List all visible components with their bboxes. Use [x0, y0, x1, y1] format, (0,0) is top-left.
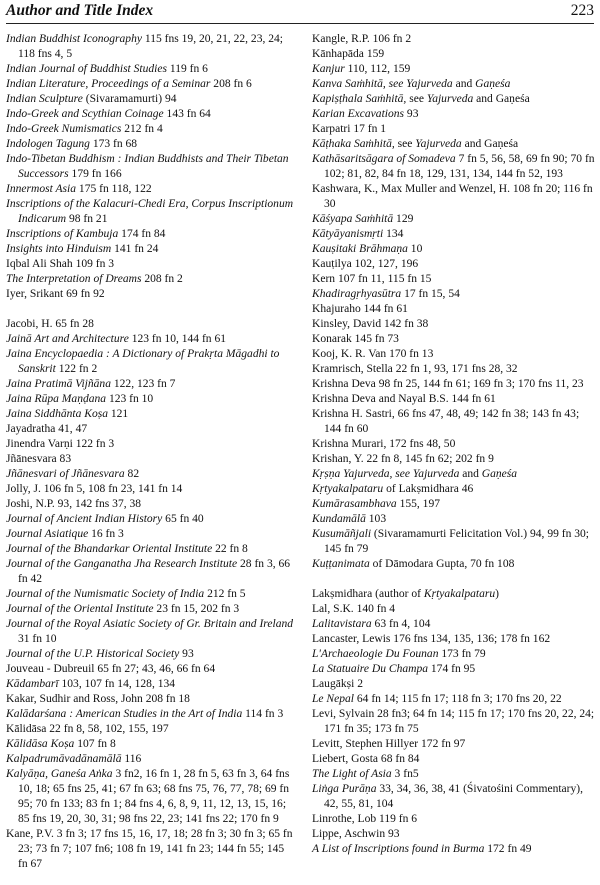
entry-text: of Lakṣmidhara 46 — [383, 483, 474, 495]
entry-title-text: Kāśyapa Saṁhitā — [312, 213, 394, 225]
index-entry — [312, 452, 598, 467]
entry-title-text: Journal of the Numismatic Society of India — [6, 588, 205, 600]
entry-text: Khajuraho 144 fn 61 — [312, 303, 408, 315]
index-entry — [312, 212, 598, 227]
index-entry — [312, 752, 598, 767]
index-entry — [312, 62, 598, 77]
index-entry — [6, 392, 296, 407]
index-entry — [6, 287, 296, 302]
entry-title-text: Indian Sculpture — [6, 93, 83, 105]
entry-title-text: Kathāsaritsāgara of Somadeva — [312, 153, 456, 165]
index-entry — [6, 62, 296, 77]
entry-text: Jinendra Varṇi 122 fn 3 — [6, 438, 115, 450]
index-entry — [312, 287, 598, 302]
entry-title-text: The Interpretation of Dreams — [6, 273, 142, 285]
index-entry — [6, 152, 296, 182]
header-rule — [6, 23, 594, 24]
entry-title-text: Indian Buddhist Iconography — [6, 33, 142, 45]
entry-title-text: Kapiṣṭhala Saṁhitā, — [312, 93, 407, 105]
entry-text: 65 fn 40 — [162, 513, 204, 525]
entry-text: and — [452, 78, 476, 90]
entry-text: Iqbal Ali Shah 109 fn 3 — [6, 258, 115, 270]
index-entry — [312, 557, 598, 572]
index-entry — [312, 767, 598, 782]
entry-title-text: Gaṇeśa — [481, 468, 518, 480]
index-entry — [6, 737, 296, 752]
entry-text: 63 fn 4, 104 — [371, 618, 431, 630]
entry-text: Levi, Sylvain 28 fn3; 64 fn 14; 115 fn 17; 170 fns 20, 22, 24; 171 fn 35; 173 fn 75 — [312, 708, 595, 735]
entry-text: Jouveau - Dubreuil 65 fn 27; 43, 46, 66 fn 64 — [6, 663, 216, 675]
index-entry — [312, 77, 598, 92]
index-entry — [312, 242, 598, 257]
entry-title-text: Lalitavistara — [312, 618, 372, 630]
index-entry — [6, 227, 296, 242]
entry-title-text: Kṛtyakalpataru — [423, 588, 496, 600]
entry-text: Linrothe, Lob 119 fn 6 — [312, 813, 418, 825]
index-entry — [312, 332, 598, 347]
index-entry — [6, 272, 296, 287]
entry-title-text: Khadiragṛhyasūtra — [312, 288, 402, 300]
index-entry — [312, 677, 598, 692]
index-entry — [6, 827, 296, 872]
entry-text: Kauṭilya 102, 127, 196 — [312, 258, 419, 270]
index-entry — [6, 77, 296, 92]
entry-text: Lakṣmidhara (author of — [312, 588, 424, 600]
index-entry — [312, 182, 598, 212]
index-entry — [312, 527, 598, 557]
entry-text: (Sivaramamurti Felicitation Vol.) 94, 99 fn 30; 145 fn 79 — [324, 528, 590, 555]
entry-title-text: A List of Inscriptions found in Burma — [312, 843, 485, 855]
entry-title-text: Kusumāñjali — [312, 528, 372, 540]
index-entry — [6, 242, 296, 257]
entry-text: 143 fn 64 — [163, 108, 211, 120]
entry-title-text: Journal of the Royal Asiatic Society of Gr. Britain and Ireland — [6, 618, 294, 630]
entry-text: 107 fn 8 — [74, 738, 116, 750]
entry-title-text: Kādambarī — [6, 678, 59, 690]
entry-text: 3 fn2, 16 fn 1, 28 fn 5, 63 fn 3, 64 fns 10, 18; 65 fns 25, 41; 67 fn 63; 68 fns 75, 76, 77, 78; 69 fn 95; 70 fn 133; 83 fn 1; 84 fns 4, 6, 8, 9, 11, 12, 13, 15, 16; 85 fns 19, 20, 30, 31; 98 fns 22, 23; 141 fns 22; 170 fn 9 — [18, 768, 290, 825]
entry-title-text: La Statuaire Du Champa — [312, 663, 429, 675]
index-entry — [6, 482, 296, 497]
entry-title-text: Yajurveda — [426, 93, 474, 105]
entry-title-text: Journal Asiatique — [6, 528, 89, 540]
entry-text: see — [406, 93, 427, 105]
index-entry — [312, 302, 598, 317]
entry-title-text: Inscriptions of the Kalacuri-Chedi Era, Corpus Inscriptionum Indicarum — [6, 198, 294, 225]
index-entry — [312, 107, 598, 122]
index-entry — [6, 107, 296, 122]
index-entry — [6, 677, 296, 692]
index-entry — [312, 497, 598, 512]
index-entry — [312, 437, 598, 452]
index-entry — [6, 707, 296, 722]
entry-title-text: Jaina Pratimā Vijñāna — [6, 378, 111, 390]
entry-title-text: Indo-Greek Numismatics — [6, 123, 122, 135]
index-entry — [6, 437, 296, 452]
entry-text: Kooj, K. R. Van 170 fn 13 — [312, 348, 434, 360]
page-number: 223 — [570, 2, 594, 19]
index-entry — [312, 137, 598, 152]
entry-text: 116 — [121, 753, 142, 765]
index-entry — [312, 482, 598, 497]
index-entry — [6, 452, 296, 467]
index-entry — [6, 137, 296, 152]
entry-text: 103, 107 fn 14, 128, 134 — [58, 678, 176, 690]
entry-text: 173 fn 79 — [438, 648, 486, 660]
entry-text: Levitt, Stephen Hillyer 172 fn 97 — [312, 738, 466, 750]
index-entry — [6, 617, 296, 647]
entry-text: 174 fn 84 — [118, 228, 166, 240]
entry-title-text: Gaṇeśa — [475, 78, 511, 90]
index-entry — [312, 392, 598, 407]
index-entry — [312, 662, 598, 677]
index-entry — [312, 407, 598, 437]
entry-title-text: Yajurveda — [415, 138, 462, 150]
entry-text: 3 fn5 — [391, 768, 419, 780]
index-entry — [6, 257, 296, 272]
entry-text: 129 — [393, 213, 414, 225]
entry-text: 119 fn 6 — [167, 63, 208, 75]
entry-text: Laugākṣi 2 — [312, 678, 363, 690]
page-header — [6, 2, 594, 24]
index-entry — [312, 842, 598, 857]
entry-text: 173 fn 68 — [89, 138, 138, 150]
entry-text: 28 fn 3, 66 fn 42 — [18, 558, 291, 585]
index-entry — [312, 827, 598, 842]
entry-title-text: Journal of Ancient Indian History — [6, 513, 163, 525]
entry-title-text: The Light of Asia — [312, 768, 392, 780]
entry-title-text: Kātyāyanismṛti — [312, 228, 384, 240]
entry-text: 10 — [407, 243, 423, 255]
entry-text: Jayadratha 41, 47 — [6, 423, 88, 435]
index-entry — [312, 227, 598, 242]
entry-title-text: Journal of the Oriental Institute — [6, 603, 154, 615]
letter-gap — [312, 572, 598, 587]
entry-text: 82 — [124, 468, 140, 480]
index-entry — [312, 737, 598, 752]
entry-text: Kakar, Sudhir and Ross, John 208 fn 18 — [6, 693, 190, 705]
index-entry — [312, 92, 598, 107]
entry-text: 31 fn 10 — [18, 633, 57, 645]
entry-title-text: L'Archaeologie Du Founan — [312, 648, 439, 660]
entry-text: Krishna Deva and Nayal B.S. 144 fn 61 — [312, 393, 496, 405]
entry-text: Joshi, N.P. 93, 142 fns 37, 38 — [6, 498, 142, 510]
entry-text: Kern 107 fn 11, 115 fn 15 — [312, 273, 432, 285]
entry-text: and Gaṇeśa — [461, 138, 519, 150]
index-entry — [312, 812, 598, 827]
entry-text: 121 — [108, 408, 129, 420]
entry-text: 208 fn 6 — [210, 78, 252, 90]
entry-text: of Dāmodara Gupta, 70 fn 108 — [369, 558, 515, 570]
index-entry — [6, 347, 296, 377]
index-entry — [312, 32, 598, 47]
entry-text: 172 fn 49 — [484, 843, 532, 855]
entry-text: 23 fn 15, 202 fn 3 — [153, 603, 240, 615]
index-entry — [6, 92, 296, 107]
index-entry — [6, 197, 296, 227]
entry-title-text: Kuṭṭanimata — [312, 558, 370, 570]
index-entry — [312, 647, 598, 662]
entry-text: Kinsley, David 142 fn 38 — [312, 318, 429, 330]
entry-title-text: Kundamālā — [312, 513, 366, 525]
entry-text: 114 fn 3 — [242, 708, 284, 720]
index-entry — [312, 707, 598, 737]
entry-title-text: Kanjur — [312, 63, 345, 75]
entry-title-text: Kauṣitaki Brāhmaṇa — [312, 243, 408, 255]
entry-title-text: Inscriptions of Kambuja — [6, 228, 119, 240]
index-entry — [6, 542, 296, 557]
entry-title-text: Insights into Hinduism — [6, 243, 112, 255]
index-entry — [312, 782, 598, 812]
entry-text: 175 fn 118, 122 — [76, 183, 152, 195]
index-entry — [6, 647, 296, 662]
index-entry — [312, 122, 598, 137]
entry-title-text: Kalādarśana : American Studies in the Art of India — [6, 708, 243, 720]
entry-text: and — [459, 468, 482, 480]
entry-text: 7 fn 5, 56, 58, 69 fn 90; 70 fn 102; 81, 82, 84 fn 18, 129, 131, 134, 144 fn 52, 193 — [324, 153, 595, 180]
entry-title-text: Kumārasambhava — [312, 498, 397, 510]
entry-text: 123 fn 10 — [106, 393, 154, 405]
right-index-column — [312, 32, 598, 857]
entry-text: 93 — [179, 648, 194, 660]
entry-text: 110, 112, 159 — [344, 63, 411, 75]
entry-text: 212 fn 5 — [204, 588, 246, 600]
entry-title-text: Indo-Greek and Scythian Coinage — [6, 108, 164, 120]
entry-title-text: Journal of the Bhandarkar Oriental Institute — [6, 543, 213, 555]
index-entry — [6, 407, 296, 422]
entry-title-text: Karian Excavations — [312, 108, 405, 120]
index-entry — [6, 317, 296, 332]
entry-text: 122 fn 2 — [55, 363, 98, 375]
index-entry — [6, 662, 296, 677]
entry-text: 22 fn 8 — [212, 543, 248, 555]
entry-title-text: Jaina Rūpa Maṇḍana — [6, 393, 107, 405]
letter-gap — [6, 302, 296, 317]
entry-text: 115 fns 19, 20, 21, 22, 23, 24; 118 fns 4, 5 — [18, 33, 284, 60]
entry-text: Liebert, Gosta 68 fn 84 — [312, 753, 420, 765]
entry-title-text: Indian Journal of Buddhist Studies — [6, 63, 168, 75]
entry-text: 155, 197 — [396, 498, 440, 510]
entry-title-text: Indo-Tibetan Buddhism : Indian Buddhists and Their Tibetan Successors — [6, 153, 289, 180]
index-entry — [312, 347, 598, 362]
entry-text: 98 fn 21 — [66, 213, 108, 225]
index-entry — [312, 47, 598, 62]
index-entry — [312, 587, 598, 602]
entry-text: 93 — [404, 108, 419, 120]
entry-text: Krishna Deva 98 fn 25, 144 fn 61; 169 fn 3; 170 fns 11, 23 — [312, 378, 584, 390]
entry-text: 141 fn 24 — [111, 243, 159, 255]
index-entry — [6, 752, 296, 767]
entry-text: Jñānesvara 83 — [6, 453, 72, 465]
entry-title-text: Kanva Saṁhitā, see Yajurveda — [312, 78, 453, 90]
entry-title-text: Indian Literature, Proceedings of a Seminar — [6, 78, 211, 90]
entry-text: Krishna Murari, 172 fns 48, 50 — [312, 438, 456, 450]
entry-title-text: Jainā Art and Architecture — [6, 333, 129, 345]
index-entry — [6, 122, 296, 137]
index-entry — [6, 497, 296, 512]
entry-text: 179 fn 166 — [68, 168, 122, 180]
entry-text: 212 fn 4 — [121, 123, 163, 135]
entry-text: (Sivaramamurti) 94 — [82, 93, 177, 105]
index-entry — [6, 767, 296, 827]
entry-title-text: Kāṭhaka Saṁhitā, — [312, 138, 395, 150]
entry-text: 17 fn 15, 54 — [401, 288, 460, 300]
index-entry — [6, 182, 296, 197]
entry-text: Kālidāsa 22 fn 8, 58, 102, 155, 197 — [6, 723, 169, 735]
entry-text: Lancaster, Lewis 176 fns 134, 135, 136; 178 fn 162 — [312, 633, 551, 645]
entry-title-text: Kṛtyakalpataru — [312, 483, 384, 495]
index-entry — [312, 512, 598, 527]
entry-title-text: Journal of the U.P. Historical Society — [6, 648, 180, 660]
index-entry — [312, 272, 598, 287]
left-index-column — [6, 32, 296, 872]
index-entry — [312, 467, 598, 482]
entry-text: 208 fn 2 — [141, 273, 183, 285]
entry-title-text: Jñānesvari of Jñānesvara — [6, 468, 125, 480]
entry-title-text: Indologen Tagung — [6, 138, 90, 150]
entry-text: Iyer, Srikant 69 fn 92 — [6, 288, 105, 300]
entry-title-text: Kṛṣṇa Yajurveda, see Yajurveda — [312, 468, 460, 480]
index-entry — [312, 692, 598, 707]
entry-text: 122, 123 fn 7 — [110, 378, 176, 390]
index-entry — [6, 527, 296, 542]
index-entry — [6, 332, 296, 347]
entry-text: see — [394, 138, 416, 150]
entry-text: Lippe, Aschwin 93 — [312, 828, 400, 840]
entry-title-text: Kalpadrumāvadānamālā — [6, 753, 122, 765]
entry-title-text: Journal of the Ganganatha Jha Research Institute — [6, 558, 238, 570]
entry-text: Karpatri 17 fn 1 — [312, 123, 387, 135]
entry-text: 123 fn 10, 144 fn 61 — [128, 333, 227, 345]
entry-text: 64 fn 14; 115 fn 17; 118 fn 3; 170 fns 20, 22 — [354, 693, 562, 705]
entry-text: Kramrisch, Stella 22 fn 1, 93, 171 fns 28, 32 — [312, 363, 518, 375]
index-entry — [6, 557, 296, 587]
index-entry — [6, 422, 296, 437]
entry-text: Krishan, Y. 22 fn 8, 145 fn 62; 202 fn 9 — [312, 453, 494, 465]
entry-title-text: Kalyāṇa, Ganeśa Aṅka — [6, 768, 113, 780]
entry-text: Jolly, J. 106 fn 5, 108 fn 23, 141 fn 14 — [6, 483, 183, 495]
entry-title-text: Le Nepal — [312, 693, 355, 705]
index-entry — [312, 317, 598, 332]
index-entry — [312, 152, 598, 182]
entry-text: ) — [495, 588, 499, 600]
entry-title-text: Innermost Asia — [6, 183, 77, 195]
entry-title-text: Jaina Encyclopaedia : A Dictionary of Prakṛta Māgadhi to Sanskrit — [6, 348, 280, 375]
index-entry — [6, 602, 296, 617]
entry-title-text: Liṅga Purāṇa — [312, 783, 377, 795]
index-entry — [6, 512, 296, 527]
running-head-title: Author and Title Index — [6, 2, 154, 19]
entry-text: Jacobi, H. 65 fn 28 — [6, 318, 94, 330]
entry-text: 33, 34, 36, 38, 41 (Śivatośini Commentary), 42, 55, 81, 104 — [324, 783, 584, 810]
entry-text: Kānhapāda 159 — [312, 48, 385, 60]
index-entry — [6, 722, 296, 737]
entry-title-text: Kālidāsa Koṣa — [6, 738, 75, 750]
index-entry — [6, 587, 296, 602]
entry-text: Lal, S.K. 140 fn 4 — [312, 603, 396, 615]
index-entry — [312, 632, 598, 647]
entry-text: 103 — [365, 513, 387, 525]
index-entry — [6, 377, 296, 392]
entry-text: Kangle, R.P. 106 fn 2 — [312, 33, 412, 45]
entry-text: Kane, P.V. 3 fn 3; 17 fns 15, 16, 17, 18; 28 fn 3; 30 fn 3; 65 fn 23; 73 fn 7; 107 fn6; 108 fn 19, 141 fn 23; 144 fn 55; 145 fn 67 — [6, 828, 293, 870]
index-entry — [312, 617, 598, 632]
entry-title-text: Jaina Siddhānta Koṣa — [6, 408, 108, 420]
entry-text: and Gaṇeśa — [473, 93, 530, 105]
index-entry — [312, 362, 598, 377]
entry-text: 134 — [383, 228, 404, 240]
entry-text: Krishna H. Sastri, 66 fns 47, 48, 49; 142 fn 38; 143 fn 43; 144 fn 60 — [312, 408, 580, 435]
index-entry — [312, 257, 598, 272]
index-entry — [312, 377, 598, 392]
index-entry — [6, 692, 296, 707]
entry-text: Konarak 145 fn 73 — [312, 333, 399, 345]
index-entry — [312, 602, 598, 617]
index-entry — [6, 32, 296, 62]
entry-text: 16 fn 3 — [88, 528, 124, 540]
entry-text: 174 fn 95 — [428, 663, 476, 675]
index-entry — [6, 467, 296, 482]
entry-text: Kashwara, K., Max Muller and Wenzel, H. 108 fn 20; 116 fn 30 — [312, 183, 593, 210]
